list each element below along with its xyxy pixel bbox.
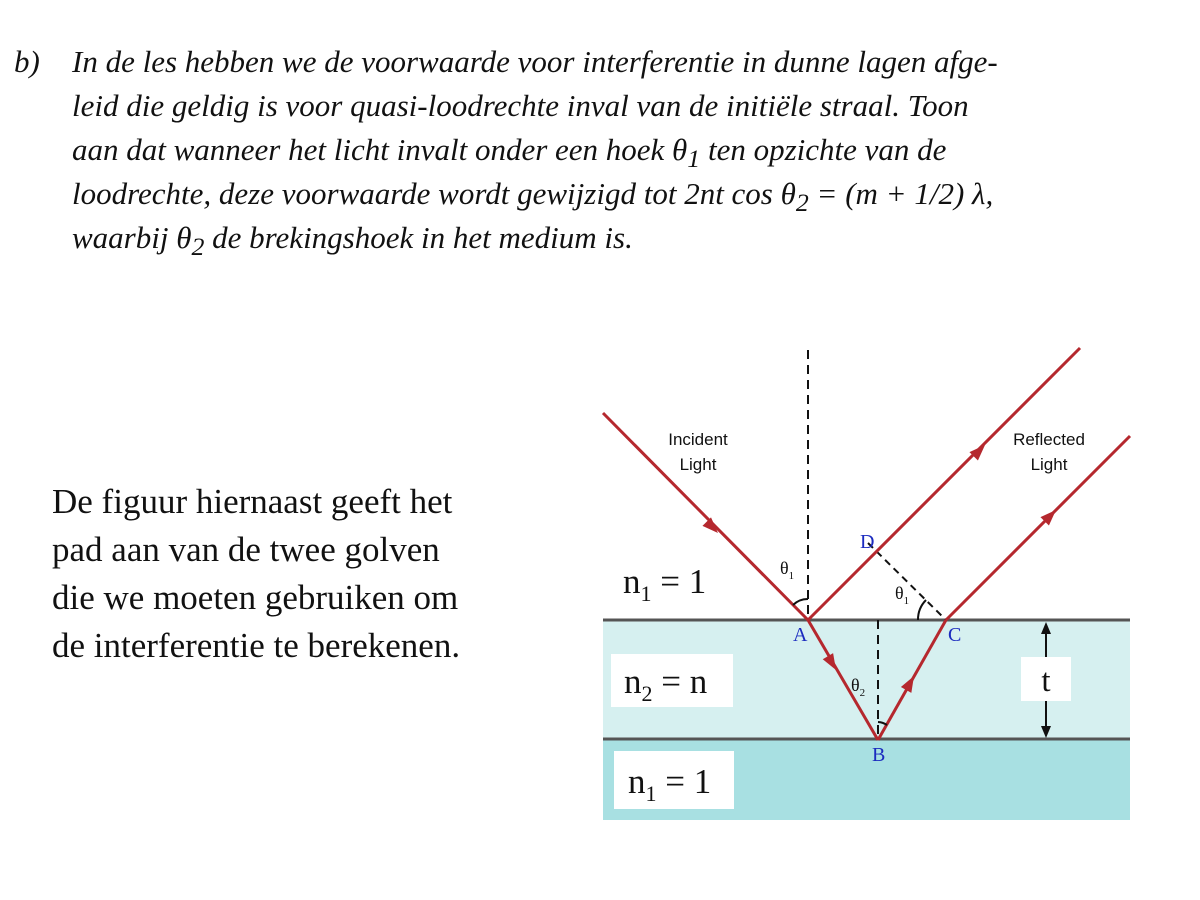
exercise-line-5-rest: de brekingshoek in het medium is. <box>204 220 633 255</box>
theta-1-subscript: 1 <box>687 144 701 174</box>
exercise-label: b) <box>14 44 40 79</box>
point-D-label: D <box>860 531 875 553</box>
explanation-line-2: pad aan van de twee golven <box>52 530 440 569</box>
arrowhead-incident <box>702 517 722 537</box>
wavefront-D-C <box>868 543 946 620</box>
incident-label-2: Light <box>679 455 717 474</box>
explanation-text <box>52 478 572 670</box>
point-A-label: A <box>793 624 808 646</box>
point-C-label: C <box>948 624 962 646</box>
exercise-line-5-text: waarbij θ <box>72 220 192 255</box>
reflected-label-1: Reflected <box>1013 430 1085 449</box>
exercise-line-3-text: aan dat wanneer het licht invalt onder een hoek θ <box>72 132 688 167</box>
theta2-label: $\theta_2$ <box>851 675 866 699</box>
explanation-line-3: die we moeten gebruiken om <box>52 578 459 617</box>
thickness-label: t <box>1041 663 1051 699</box>
exercise-line-5 <box>72 216 633 269</box>
exercise-line-1: In de les hebben we de voorwaarde voor interferentie in dunne lagen afge- <box>72 44 998 79</box>
angle-arc-theta1-C <box>918 600 926 620</box>
theta1-label-C: $\theta_1$ <box>895 583 910 607</box>
point-B-label: B <box>872 744 886 766</box>
thin-film-diagram <box>600 345 1140 825</box>
medium-film-label: $n_2 = n$ <box>624 662 708 706</box>
theta1-label-A: $\theta_1$ <box>780 558 795 582</box>
reflected-label-2: Light <box>1030 455 1068 474</box>
medium-bottom-label: $n_1 = 1$ <box>628 762 712 806</box>
theta-2-subscript: 2 <box>795 188 809 218</box>
exercise-line-2: leid die geldig is voor quasi-loodrechte inval van de initiële straal. Toon <box>72 88 969 123</box>
explanation-line-1: De figuur hiernaast geeft het <box>52 482 453 521</box>
medium-top-label: $n_1 = 1$ <box>623 562 707 606</box>
angle-arc-theta1-A <box>793 599 808 605</box>
theta-2-subscript-b: 2 <box>191 232 205 262</box>
incident-label-1: Incident <box>668 430 728 449</box>
exercise-line-3-rest: ten opzichte van de <box>700 132 947 167</box>
explanation-line-4: de interferentie te berekenen. <box>52 626 461 665</box>
exercise-line-4-text: loodrechte, deze voorwaarde wordt gewijzigd tot 2nt cos θ <box>72 176 796 211</box>
reflected-ray-1 <box>808 348 1080 620</box>
exercise-line-4-rest: = (m + 1/2) λ, <box>808 176 994 211</box>
